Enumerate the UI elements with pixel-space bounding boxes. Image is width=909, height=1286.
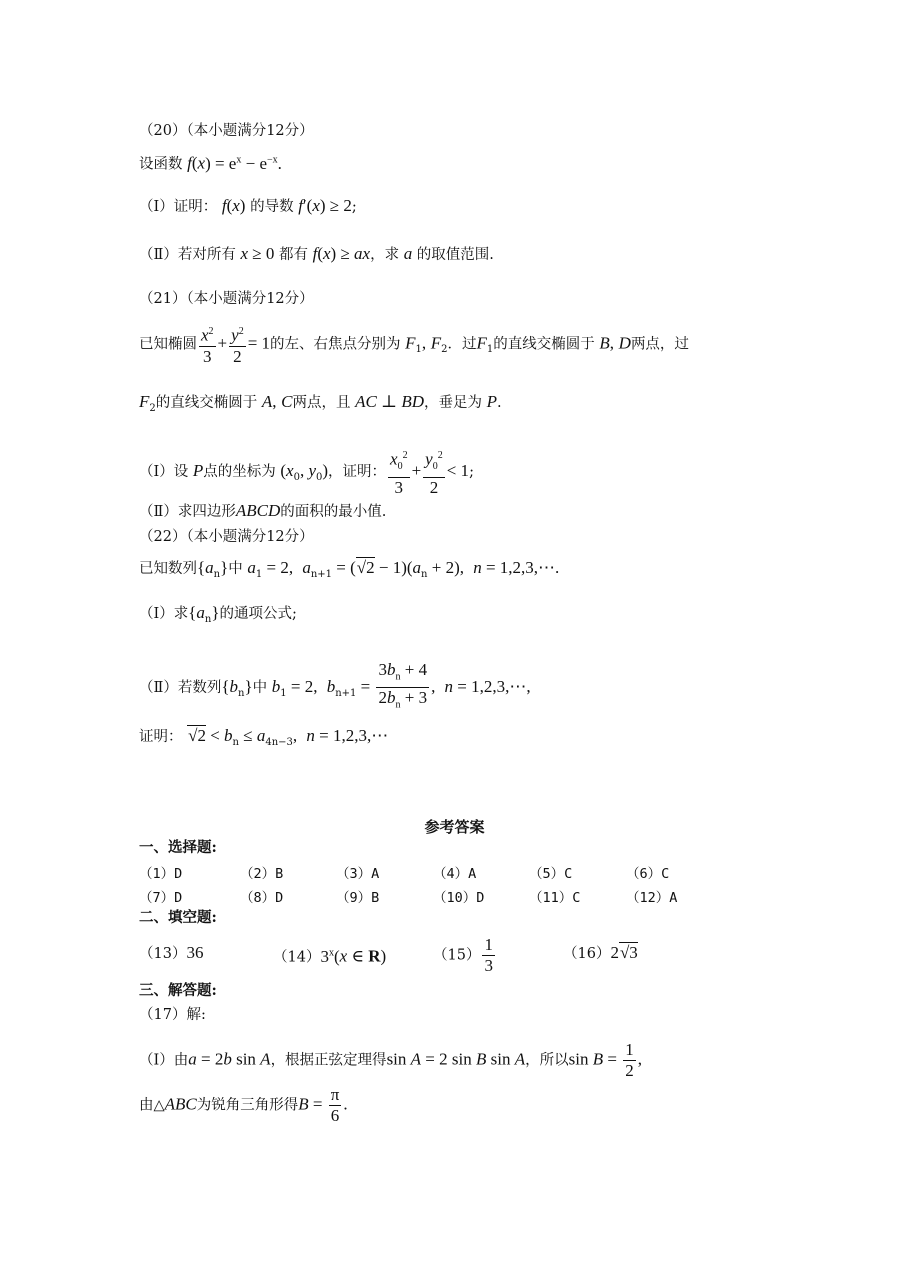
q21-t1: 的左、右焦点分别为: [270, 336, 401, 353]
q20-part2-end: 的取值范围.: [416, 247, 494, 263]
q21-t6: 两点，且: [292, 395, 351, 411]
q22-header: （22）（本小题满分12分）: [139, 529, 314, 545]
q22-part1: （Ⅰ）求$\{a_n\}$的通项公式;: [139, 603, 297, 625]
q22-part2: （Ⅱ）若数列$\{b_n\}$中 $b_1 = 2$, $b_{n+1}$ = $\frac{3b_n + 4}{2b_n + 3}$ , n = 1,2,3,⋯,: [139, 660, 531, 716]
q17-label: （17）解:: [139, 1007, 206, 1023]
fill-frac-15: $\frac{1}{3}$: [484, 935, 493, 975]
q21-part1-mid2: ，证明：: [328, 464, 387, 481]
recurrence-frac: $\frac{3b_n + 4}{2b_n + 3}$: [378, 660, 428, 711]
fill-answer-13: [139, 943, 203, 964]
q21-intro-line: 已知椭圆 $\frac{x^2}{3}$ + $\frac{y^2}{2}$ = 1的左、右焦点分别为 $F_1$, $F_2$．过$F_1$的直线交椭圆于 B, D两点，过: [139, 322, 689, 367]
q21-header: （21）（本小题满分12分）: [139, 291, 314, 307]
q21-part1: （Ⅰ）设 P点的坐标为 ($x_0$, $y_0$)，证明： $\frac{x_0^2}{3}$ + $\frac{y_0^2}{2}$ < 1;: [139, 446, 474, 498]
choice-answer: （9）B: [336, 890, 380, 906]
choice-answer: （8）D: [240, 890, 284, 906]
point-frac-y: $\frac{y_0^2}{2}$: [423, 446, 445, 498]
choice-answer: （2）B: [240, 866, 284, 882]
choice-answer: （11）C: [529, 890, 581, 906]
q20-part2-mid1: 都有: [278, 247, 308, 263]
q22-prove-label: 证明：: [139, 729, 183, 745]
fill-label: （16）: [563, 946, 611, 962]
q20-part2-mid2: ，求: [370, 247, 400, 263]
q17-p1a: （Ⅰ）由: [139, 1052, 189, 1069]
q17-p2a: 由△: [139, 1097, 165, 1114]
q17-part1: （Ⅰ）由a = 2b sin A，根据正弦定理得sin A = 2 sin B sin A，所以sin B = $\frac{1}{2}$ ,: [139, 1040, 642, 1080]
choice-answer: （1）D: [139, 866, 183, 882]
q21-t5: 的直线交椭圆于: [155, 395, 258, 411]
q20-function: f: [187, 153, 192, 173]
q22-part1-end: 的通项公式;: [219, 606, 297, 622]
choice-answer: （3）A: [336, 866, 380, 882]
q21-part1-label: （Ⅰ）设: [139, 464, 189, 481]
q17-p2b: 为锐角三角形得: [196, 1097, 299, 1114]
q20-header: （20）（本小题满分12分）: [139, 123, 314, 139]
q21-part2: （Ⅱ）求四边形ABCD的面积的最小值.: [139, 501, 387, 520]
q20-part2-label: （Ⅱ）若对所有: [139, 247, 236, 263]
section3-heading: 三、解答题:: [139, 982, 217, 999]
q21-line2: $F_2$的直线交椭圆于 A, C两点，且 AC ⊥ BD，垂足为 P.: [139, 392, 502, 414]
q22-intro-line: 已知数列$\{a_n\}$中 $a_1 = 2$, $a_{n+1} = (√2 - 1)(a_n + 2)$, n = 1,2,3,⋯.: [139, 558, 560, 580]
q20-part1-label: （Ⅰ）证明：: [139, 199, 218, 215]
fill-label: （15）: [433, 947, 481, 964]
q22-part2-mid: 中: [252, 679, 268, 696]
q21-part2-label: （Ⅱ）求四边形: [139, 504, 236, 520]
q17-part2: 由△ABC为锐角三角形得B = $\frac{\pi}{6}$ .: [139, 1085, 348, 1125]
choice-answer: （10）D: [433, 890, 485, 906]
q20-part2: （Ⅱ）若对所有 x ≥ 0 都有 f(x) ≥ ax，求 a 的取值范围.: [139, 244, 494, 263]
fill-answer-15: [433, 935, 497, 976]
choice-answer: （4）A: [433, 866, 477, 882]
q20-part1: （Ⅰ）证明： f(x) 的导数 f′(x) ≥ 2;: [139, 196, 357, 215]
q20-part1-mid: 的导数: [250, 199, 294, 215]
q21-part2-end: 的面积的最小值.: [280, 504, 387, 520]
ellipse-frac-y: $\frac{y^2}{2}$: [229, 322, 246, 367]
fill-answer-16: （16）2√3: [563, 943, 638, 962]
q21-t2: ．过: [447, 336, 477, 353]
fill-label: （14）: [273, 949, 321, 966]
choice-answer: （12）A: [626, 890, 678, 906]
answers-title: 参考答案: [424, 818, 485, 836]
point-frac-x: $\frac{x_0^2}{3}$: [388, 446, 410, 498]
section1-heading: 一、选择题:: [139, 839, 217, 856]
q22-part2-label: （Ⅱ）若数列: [139, 679, 222, 696]
choice-answer: （7）D: [139, 890, 183, 906]
q22-part1-label: （Ⅰ）求: [139, 606, 189, 622]
q22-mid: 中: [228, 561, 243, 577]
ellipse-frac-x: $\frac{x^2}{3}$: [199, 322, 216, 367]
q17-p1c: ，所以: [525, 1052, 569, 1069]
q22-prove: 证明： $√2 < b_n \le a_{4n-3}$, n = 1,2,3,⋯: [139, 726, 389, 748]
q21-t4: 两点，过: [630, 336, 689, 353]
q21-t7: ，垂足为: [423, 395, 482, 411]
q21-intro: 已知椭圆: [139, 336, 197, 353]
q17-frac-half: $\frac{1}{2}$: [625, 1040, 634, 1080]
fill-value-13: 36: [186, 943, 204, 962]
fill-answer-14: （14）3$^x$(x ∈ R): [273, 946, 387, 966]
q21-part1-mid: 点的坐标为: [203, 464, 276, 481]
section2-heading: 二、填空题:: [139, 909, 217, 926]
q21-t3: 的直线交椭圆于: [493, 336, 595, 353]
q22-intro: 已知数列: [139, 561, 197, 577]
choice-answer: （5）C: [529, 866, 573, 882]
fill-label: （13）: [139, 946, 187, 962]
q17-frac-pi6: $\frac{\pi}{6}$: [330, 1085, 340, 1125]
q20-intro: 设函数: [139, 156, 183, 173]
choice-answer: （6）C: [626, 866, 670, 882]
q20-intro-line: 设函数 $f(x) = e^x - e^{-x}$.: [139, 153, 282, 173]
q17-p1b: ，根据正弦定理得: [270, 1052, 387, 1069]
